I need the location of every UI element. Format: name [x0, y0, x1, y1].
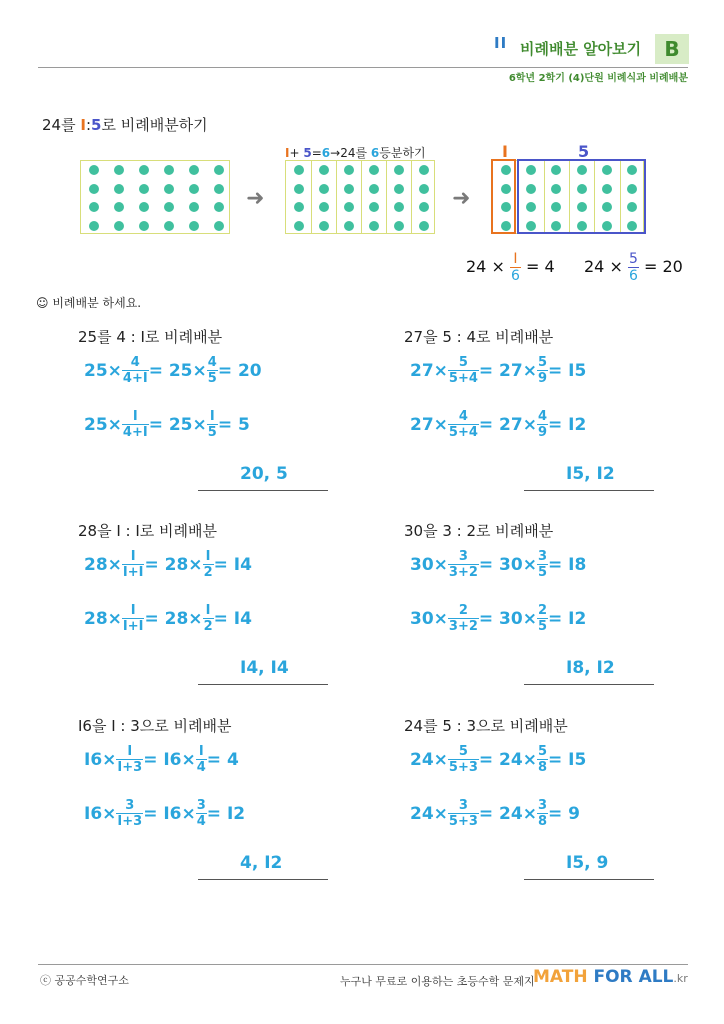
dot: [114, 165, 124, 175]
dot-grid-initial: [80, 160, 230, 234]
eq-result: = I2: [548, 608, 587, 629]
equation-line: [410, 356, 586, 385]
dot: [214, 202, 224, 212]
problem-title: 24를 5 : 3으로 비례배분: [404, 717, 568, 735]
arrow-icon: ➜: [246, 186, 265, 211]
grid-divider: [336, 161, 337, 233]
equation-line: [84, 356, 262, 385]
dot-grid-divided: [285, 160, 435, 234]
equation-line: [410, 604, 586, 633]
dot: [294, 202, 304, 212]
example-equation-2: 24 × $\frac{5}{6}$ = 20: [584, 251, 683, 284]
dot: [139, 202, 149, 212]
answer-line: [524, 490, 654, 491]
fraction: $\frac{5}{8}$: [537, 744, 548, 775]
page-subtitle: 6학년 2학기 (4)단원 비례식과 비례배분: [508, 73, 688, 84]
eq-mid: = 25×: [148, 414, 207, 435]
eq-mid: = 28×: [144, 608, 203, 629]
fraction: $\frac{I}{I+I}$: [122, 549, 144, 580]
example-equation-1: 24 × $\frac{I}{6}$ = 4: [466, 251, 555, 284]
dot: [419, 165, 429, 175]
fraction: $\frac{I}{4}$: [196, 744, 206, 775]
dot: [319, 221, 329, 231]
dot: [294, 221, 304, 231]
problem-title: I6을 I : 3으로 비례배분: [78, 717, 232, 735]
eq-mid: = 28×: [144, 554, 203, 575]
dot: [294, 184, 304, 194]
dot: [89, 202, 99, 212]
fraction: $\frac{3}{5+3}$: [448, 798, 478, 829]
equation-line: [410, 745, 586, 774]
fraction: $\frac{5}{9}$: [537, 355, 548, 386]
eq-mid: = 24×: [478, 749, 537, 770]
group-label-a: I: [502, 142, 508, 161]
dot: [369, 202, 379, 212]
dot: [189, 202, 199, 212]
dot: [89, 184, 99, 194]
dot: [344, 165, 354, 175]
dot: [344, 184, 354, 194]
dot: [139, 221, 149, 231]
equation-line: [84, 550, 252, 579]
header-mark: II: [494, 34, 508, 52]
dot: [164, 202, 174, 212]
fraction: $\frac{4}{5}$: [207, 355, 217, 386]
dot: [189, 221, 199, 231]
fraction: $\frac{3}{3+2}$: [448, 549, 478, 580]
answer: 20, 5: [240, 464, 288, 484]
eq-lhs: 28×: [84, 554, 122, 575]
fraction: $\frac{I}{2}$: [203, 603, 213, 634]
eq-result: = I2: [548, 414, 587, 435]
grid-divider: [411, 161, 412, 233]
level-badge: B: [655, 34, 689, 64]
equation-line: [410, 410, 586, 439]
dot: [114, 202, 124, 212]
eq-lhs: 30×: [410, 554, 448, 575]
fraction: $\frac{2}{5}$: [537, 603, 548, 634]
dot: [139, 184, 149, 194]
dot: [294, 165, 304, 175]
header-divider: [38, 67, 688, 68]
arrow-icon: ➜: [452, 186, 471, 211]
dot: [189, 165, 199, 175]
eq-lhs: 30×: [410, 608, 448, 629]
eq-result: = I4: [213, 554, 252, 575]
dot: [319, 202, 329, 212]
fraction: $\frac{5}{5+4}$: [448, 355, 478, 386]
eq-mid: = 27×: [478, 360, 537, 381]
eq-lhs: 27×: [410, 360, 448, 381]
fraction: $\frac{3}{5}$: [537, 549, 548, 580]
equation-line: [84, 410, 250, 439]
equation-line: [410, 799, 580, 828]
fraction: $\frac{3}{I+3}$: [117, 798, 143, 829]
page-title: 비례배분 알아보기: [520, 40, 642, 58]
equation-line: [84, 745, 239, 774]
answer: I4, I4: [240, 658, 289, 678]
dot: [114, 221, 124, 231]
dot: [89, 221, 99, 231]
answer: 4, I2: [240, 853, 283, 873]
answer: I5, 9: [566, 853, 609, 873]
fraction: $\frac{I}{5}$: [207, 409, 217, 440]
grid-divider: [311, 161, 312, 233]
eq-lhs: 25×: [84, 414, 122, 435]
dot: [164, 221, 174, 231]
fraction: $\frac{I}{I+3}$: [117, 744, 143, 775]
eq-result: = 5: [217, 414, 250, 435]
answer-line: [198, 684, 328, 685]
eq-lhs: I6×: [84, 749, 117, 770]
answer: I8, I2: [566, 658, 615, 678]
group-box-a: [491, 159, 516, 234]
group-label-b: 5: [578, 142, 590, 161]
eq-lhs: 28×: [84, 608, 122, 629]
dot: [344, 221, 354, 231]
dot: [369, 165, 379, 175]
answer: I5, I2: [566, 464, 615, 484]
grid-divider: [361, 161, 362, 233]
eq-lhs: 27×: [410, 414, 448, 435]
problem-title: 25를 4 : I로 비례배분: [78, 328, 223, 346]
dot: [419, 221, 429, 231]
eq-mid: = 27×: [478, 414, 537, 435]
group-box-b: [517, 159, 646, 234]
dot: [394, 221, 404, 231]
brand-logo: MATH FOR ALL.kr: [533, 967, 688, 987]
eq-lhs: 24×: [410, 749, 448, 770]
eq-mid: = 30×: [478, 608, 537, 629]
answer-line: [198, 879, 328, 880]
dot: [319, 184, 329, 194]
footer-tagline: 누구나 무료로 이용하는 초등수학 문제지: [340, 975, 535, 988]
eq-result: = I5: [548, 749, 587, 770]
instruction: ☺ 비례배분 하세요.: [36, 296, 142, 310]
eq-mid: = I6×: [143, 803, 196, 824]
eq-mid: = 30×: [478, 554, 537, 575]
dot: [344, 202, 354, 212]
answer-line: [198, 490, 328, 491]
dot: [214, 165, 224, 175]
eq-result: = I2: [206, 803, 246, 824]
copyright: ⓒ 공공수학연구소: [40, 974, 129, 987]
problem-title: 28을 I : I로 비례배분: [78, 522, 218, 540]
equation-line: [84, 799, 245, 828]
answer-line: [524, 879, 654, 880]
problem-title: 27을 5 : 4로 비례배분: [404, 328, 554, 346]
equation-line: [84, 604, 252, 633]
fraction: $\frac{3}{8}$: [537, 798, 548, 829]
eq-lhs: I6×: [84, 803, 117, 824]
dot: [394, 184, 404, 194]
fraction: $\frac{I}{2}$: [203, 549, 213, 580]
eq-mid: = I6×: [143, 749, 196, 770]
dot: [139, 165, 149, 175]
dot: [394, 202, 404, 212]
dot: [369, 184, 379, 194]
dot: [369, 221, 379, 231]
fraction: $\frac{I}{4+I}$: [122, 409, 148, 440]
example-title: 24를 I:5로 비례배분하기: [42, 116, 208, 134]
eq-lhs: 25×: [84, 360, 122, 381]
fraction: $\frac{I}{I+I}$: [122, 603, 144, 634]
eq-result: = 9: [548, 803, 581, 824]
fraction: $\frac{3}{4}$: [196, 798, 206, 829]
problem-title: 30을 3 : 2로 비례배분: [404, 522, 554, 540]
answer-line: [524, 684, 654, 685]
fraction: $\frac{4}{9}$: [537, 409, 548, 440]
dot: [189, 184, 199, 194]
eq-mid: = 25×: [148, 360, 207, 381]
grid-divider: [386, 161, 387, 233]
dot: [164, 165, 174, 175]
fraction: $\frac{2}{3+2}$: [448, 603, 478, 634]
eq-result: = I4: [213, 608, 252, 629]
equation-line: [410, 550, 586, 579]
fraction: $\frac{4}{4+I}$: [122, 355, 148, 386]
step-label: I+ 5=6→24를 6등분하기: [285, 146, 426, 160]
eq-result: = 20: [217, 360, 262, 381]
dot: [419, 202, 429, 212]
dot: [319, 165, 329, 175]
eq-result: = I8: [548, 554, 587, 575]
dot: [214, 221, 224, 231]
eq-mid: = 24×: [478, 803, 537, 824]
dot: [89, 165, 99, 175]
eq-result: = 4: [206, 749, 239, 770]
dot: [214, 184, 224, 194]
dot: [419, 184, 429, 194]
fraction: $\frac{5}{5+3}$: [448, 744, 478, 775]
eq-lhs: 24×: [410, 803, 448, 824]
dot: [164, 184, 174, 194]
fraction: $\frac{4}{5+4}$: [448, 409, 478, 440]
eq-result: = I5: [548, 360, 587, 381]
footer-divider: [38, 964, 688, 965]
dot: [114, 184, 124, 194]
dot: [394, 165, 404, 175]
